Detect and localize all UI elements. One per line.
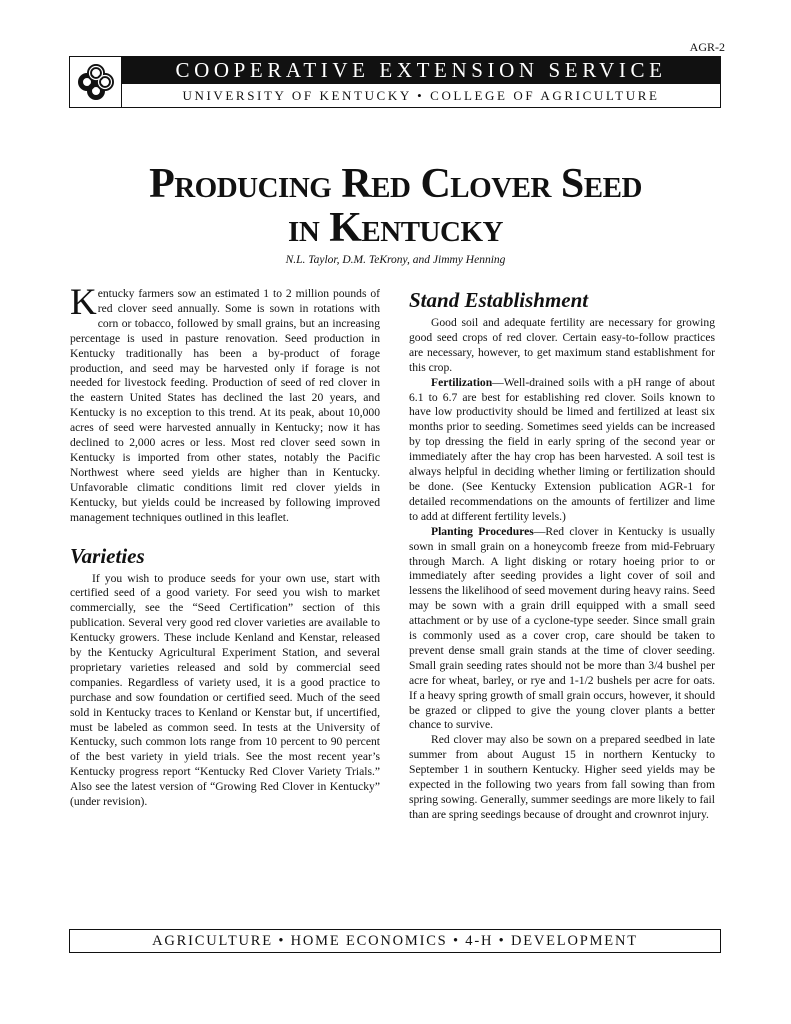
varieties-paragraph: If you wish to produce seeds for your own use, start with certified seed of a good variety. For seed you wish to market commercially, see the “Seed Certification” section of this publication. Several very good red clover varieties are available to Kentucky growers. These include Kenland and Kenstar, released by the Kentucky Agricultural Experiment Station, and several proprietary varieties released and sold by commercial seed companies. Regardless of variety used, it is a good practice to purchase and sow foundation or certified seed. Much of the seed sold in Kentucky traces to Kenland or Kenstar but, if uncertified, must be labeled as common seed. In tests at the University of Kentucky, such common lots range from 10 percent to 90 percent of the best variety in yield trials. See the most recent year’s Kentucky progress report “Kentucky Red Clover Variety Trials.” Also see the latest version of “Growing Red Clover in Kentucky” (under revision). bbox=[70, 571, 380, 809]
title-line-1: Producing Red Clover Seed bbox=[149, 161, 642, 207]
masthead-title: COOPERATIVE EXTENSION SERVICE bbox=[122, 57, 720, 84]
authors: N.L. Taylor, D.M. TeKrony, and Jimmy Henning bbox=[285, 254, 506, 266]
publication-number: AGR-2 bbox=[689, 40, 725, 54]
document-title bbox=[40, 162, 751, 250]
title-line-2: in Kentucky bbox=[288, 205, 503, 251]
fertilization-paragraph bbox=[409, 376, 715, 525]
intro-paragraph bbox=[70, 282, 380, 526]
stand-establishment-heading: Stand Establishment bbox=[409, 288, 589, 312]
masthead-subtitle: UNIVERSITY OF KENTUCKY • COLLEGE OF AGRICULTURE bbox=[182, 87, 660, 103]
varieties-heading: Varieties bbox=[70, 543, 145, 568]
planting-paragraph bbox=[409, 525, 715, 734]
summer-seeding-paragraph: Red clover may also be sown on a prepared seedbed in late summer from about August 15 in northern Kentucky to September 1 in southern Kentucky. Higher seed yields may be expected in the following two years from fall sowing than from spring sowing. Generally, summer seedings are more likely to fail than are spring seedings because of drought and crownrot injury. bbox=[409, 733, 715, 821]
right-column bbox=[409, 288, 715, 823]
footer-banner: AGRICULTURE • HOME ECONOMICS • 4-H • DEVELOPMENT bbox=[69, 929, 721, 953]
stand-intro-paragraph: Good soil and adequate fertility are necessary for growing good seed crops of red clover. Certain easy-to-follow practices are necessary, however, to get maximum stand establishment for this crop. bbox=[409, 316, 715, 374]
fertilization-text: —Well-drained soils with a pH range of about 6.1 to 6.7 are best for establishing red clover. Soils known to have low productivity should be limed and fertilized at least six months prior to seeding. Sometimes seed yields can be increased by top dressing the field in early spring of the second year or immediately after the hay crop has been harvested. A soil test is always helpful in deciding whether liming or fertilization should be done. (See Kentucky Extension publication AGR-1 for detailed recommendations on the amounts of fertilizer and lime to add at different fertility levels.) bbox=[409, 375, 715, 523]
left-column bbox=[70, 282, 380, 810]
planting-label: Planting Procedures bbox=[431, 524, 534, 538]
planting-text: —Red clover in Kentucky is usually sown in small grain on a honeycomb freeze from mid-February through March. A light disking or rotary hoeing prior to or immediately after seeding provides a light cover of soil and lessens the likelihood of seed movement during heavy rains. Seed may be sown with a grain drill equipped with a small seed attachment or by use of a cyclone-type seeder. Since small grain is commonly used as a cover crop, care should be taken to prevent dense small grain stands at the time of clover seeding. Small grain seeding rates should not be more than 3/4 bushel per acre for wheat, barley, or rye and 1-1/2 bushels per acre for oats. If a heavy spring growth of small grain occurs, however, it should be grazed or clipped to give the young clover plants a better chance to survive. bbox=[409, 524, 716, 732]
drop-cap: K bbox=[70, 282, 97, 323]
intro-text: entucky farmers sow an estimated 1 to 2 million pounds of red clover seed annually. Some is sown in rotations with corn or tobacco, followed by small grains, but an increasing percentage is used in pasture renovation. Seed production in Kentucky traditionally has been a by-product of forage production, and seed may be harvested only if forage is not needed for livestock feeding. Production of seed of red clover in the eastern United States has declined the last 20 years, and Kentucky is no exception to this trend. At its peak, about 10,000 acres of seed were harvested annually in Kentucky; now it has declined to 2,000 acres or less. Most red clover seed sown in Kentucky is imported from other states, notably the Pacific Northwest where seed yields are higher than in Kentucky. Unfavorable climatic conditions limit red clover yields in Kentucky, but yields could be increased by following improved management techniques outlined in this leaflet. bbox=[70, 287, 380, 524]
masthead bbox=[69, 56, 721, 108]
fertilization-label: Fertilization bbox=[431, 375, 493, 389]
extension-service-logo-icon bbox=[70, 57, 122, 107]
